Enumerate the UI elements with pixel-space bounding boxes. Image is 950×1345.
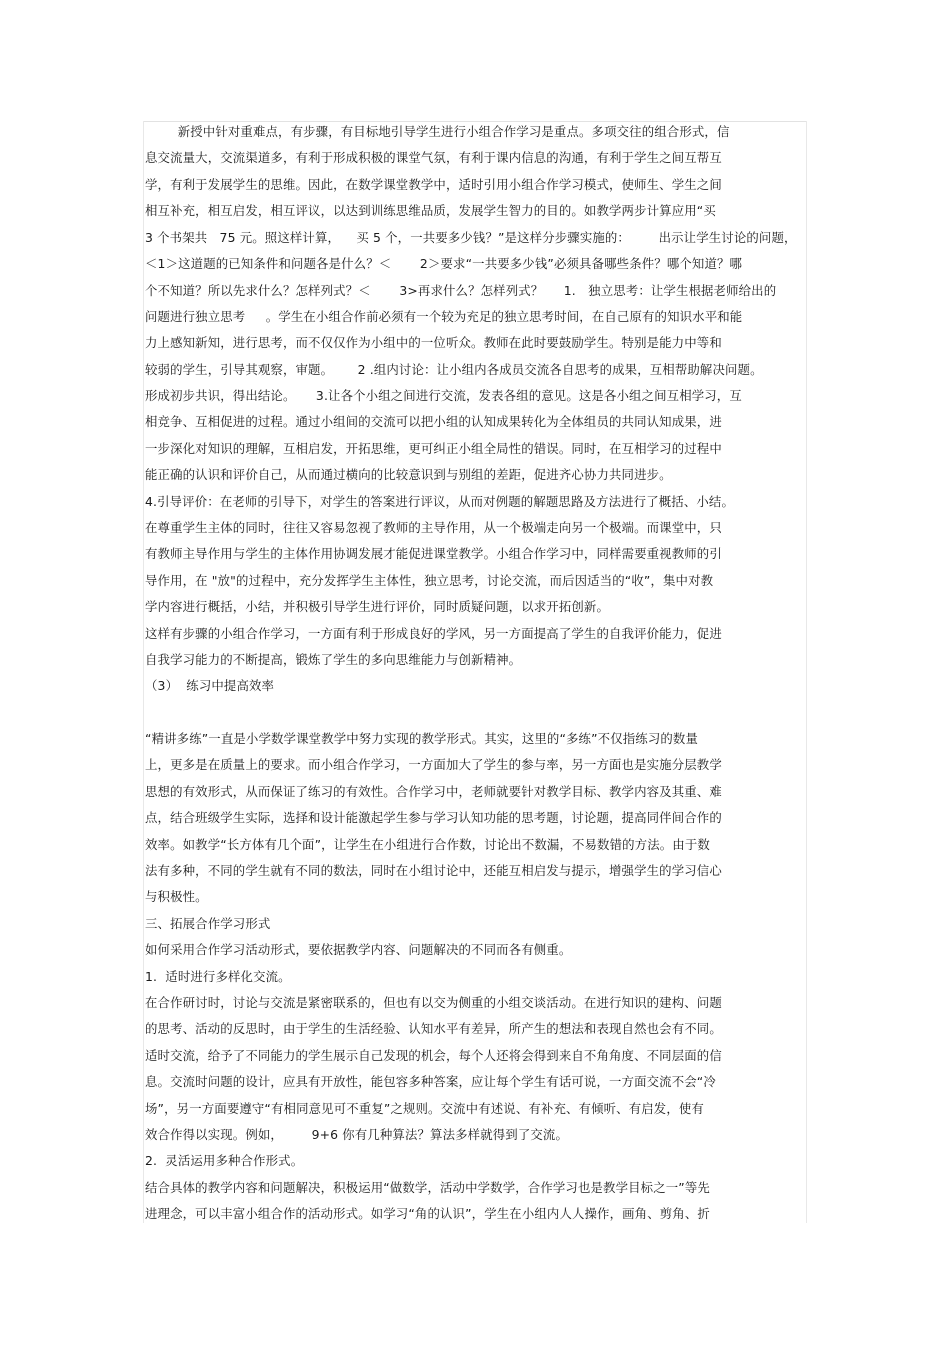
text-line: 息。交流时问题的设计，应具有开放性，能包容多种答案，应让每个学生有话可说，一方面交流不会“冷 xyxy=(145,1074,716,1089)
text-line: 自我学习能力的不断提高，锻炼了学生的多向思维能力与创新精神。 xyxy=(145,652,522,667)
page-frame-right xyxy=(806,121,807,1223)
text-line: 3 个书架共 75 元。照这样计算， 买 5 个，一共要多少钱？”是这样分步骤实施的： 出示让学生讨论的问题， xyxy=(145,230,797,245)
text-line: 导作用，在 "放"的过程中，充分发挥学生主体性，独立思考，讨论交流，而后因适当的“收”，集中对教 xyxy=(145,573,714,588)
section-heading: （3） 练习中提高效率 xyxy=(145,678,275,693)
text-line: 息交流量大，交流渠道多，有利于形成积极的课堂气氛，有利于课内信息的沟通，有利于学生之间互帮互 xyxy=(145,150,722,165)
text-line: 个不知道？所以先求什么？怎样列式？＜ 3>再求什么？怎样列式？ 1. 独立思考：让学生根据老师给出的 xyxy=(145,283,777,298)
text-line: 法有多种，不同的学生就有不同的数法，同时在小组讨论中，还能互相启发与提示，增强学生的学习信心 xyxy=(145,863,722,878)
text-line: 在尊重学生主体的同时，往往又容易忽视了教师的主导作用，从一个极端走向另一个极端。而课堂中，只 xyxy=(145,520,722,535)
text-line: 结合具体的教学内容和问题解决，积极运用“做数学，活动中学数学，合作学习也是教学目标之一”等先 xyxy=(145,1180,710,1195)
text-line: 适时交流，给予了不同能力的学生展示自己发现的机会，每个人还将会得到来自不角角度、不同层面的信 xyxy=(145,1048,722,1063)
text-line: 相互补充，相互启发，相互评议，以达到训练思维品质，发展学生智力的目的。如教学两步计算应用“买 xyxy=(145,203,716,218)
text-line: “精讲多练”一直是小学数学课堂教学中努力实现的教学形式。其实，这里的“多练”不仅指练习的数量 xyxy=(145,731,698,746)
text-line: 问题进行独立思考 。学生在小组合作前必须有一个较为充足的独立思考时间，在自己原有的知识水平和能 xyxy=(145,309,743,324)
text-line: 进理念，可以丰富小组合作的活动形式。如学习“角的认识”，学生在小组内人人操作，画角、剪角、折 xyxy=(145,1206,710,1221)
text-line: 形成初步共识，得出结论。 3.让各个小组之间进行交流，发表各组的意见。这是各小组之间互相学习，互 xyxy=(145,388,742,403)
text-line: 场”，另一方面要遵守“有相同意见可不重复”之规则。交流中有述说、有补充、有倾听、有启发，使有 xyxy=(145,1101,704,1116)
page-frame-left xyxy=(143,121,144,1223)
text-line: 这样有步骤的小组合作学习，一方面有利于形成良好的学风，另一方面提高了学生的自我评价能力，促进 xyxy=(145,626,722,641)
text-line: 较弱的学生，引导其观察，审题。 2 .组内讨论：让小组内各成员交流各自思考的成果，互相帮助解决问题。 xyxy=(145,362,763,377)
text-line: 学，有利于发展学生的思维。因此，在数学课堂教学中，适时引用小组合作学习模式，使师生、学生之间 xyxy=(145,177,722,192)
text-line: ＜1＞这道题的已知条件和问题各是什么？＜ 2＞要求“一共要多少钱”必须具备哪些条件？哪个知道？哪 xyxy=(145,256,743,271)
text-line: 如何采用合作学习活动形式，要依据教学内容、问题解决的不同而各有侧重。 xyxy=(145,942,572,957)
text-line: 能正确的认识和评价自己，从而通过横向的比较意识到与别组的差距，促进齐心协力共同进步。 xyxy=(145,467,672,482)
text-line: 力上感知新知，进行思考，而不仅仅作为小组中的一位听众。教师在此时要鼓励学生。特别是能力中等和 xyxy=(145,335,722,350)
text-line: 在合作研讨时，讨论与交流是紧密联系的，但也有以交为侧重的小组交谈活动。在进行知识的建构、问题 xyxy=(145,995,722,1010)
text-line: 学内容进行概括，小结，并积极引导学生进行评价，同时质疑问题，以求开拓创新。 xyxy=(145,599,610,614)
text-line: 新授中针对重难点，有步骤，有目标地引导学生进行小组合作学习是重点。多项交往的组合形式，信 xyxy=(145,124,730,139)
text-line: 效合作得以实现。例如， 9+6 你有几种算法？算法多样就得到了交流。 xyxy=(145,1127,568,1142)
text-line: 相竞争、互相促进的过程。通过小组间的交流可以把小组的认知成果转化为全体组员的共同认知成果，进 xyxy=(145,414,722,429)
text-line: 一步深化对知识的理解，互相启发，开拓思维，更可纠正小组全局性的错误。同时，在互相学习的过程中 xyxy=(145,441,722,456)
page-frame-top xyxy=(143,121,806,122)
text-line: 思想的有效形式，从而保证了练习的有效性。合作学习中，老师就要针对教学目标、教学内容及其重、难 xyxy=(145,784,722,799)
subsection-heading: 1. 适时进行多样化交流。 xyxy=(145,969,291,984)
text-line: 效率。如教学“长方体有几个面”，让学生在小组进行合作数，讨论出不数漏，不易数错的方法。由于数 xyxy=(145,837,710,852)
text-line: 的思考、活动的反思时，由于学生的生活经验、认知水平有差异，所产生的想法和表现自然也会有不同。 xyxy=(145,1021,722,1036)
text-line: 4.引导评价：在老师的引导下，对学生的答案进行评议，从而对例题的解题思路及方法进行了概括、小结。 xyxy=(145,494,734,509)
text-line: 有教师主导作用与学生的主体作用协调发展才能促进课堂教学。小组合作学习中，同样需要重视教师的引 xyxy=(145,546,722,561)
text-line: 与积极性。 xyxy=(145,889,208,904)
section-heading: 三、拓展合作学习形式 xyxy=(145,916,271,931)
text-line: 上，更多是在质量上的要求。而小组合作学习，一方面加大了学生的参与率，另一方面也是实施分层教学 xyxy=(145,757,722,772)
text-line: 点，结合班级学生实际，选择和设计能激起学生参与学习认知功能的思考题，讨论题，提高同伴间合作的 xyxy=(145,810,722,825)
subsection-heading: 2. 灵活运用多种合作形式。 xyxy=(145,1153,304,1168)
